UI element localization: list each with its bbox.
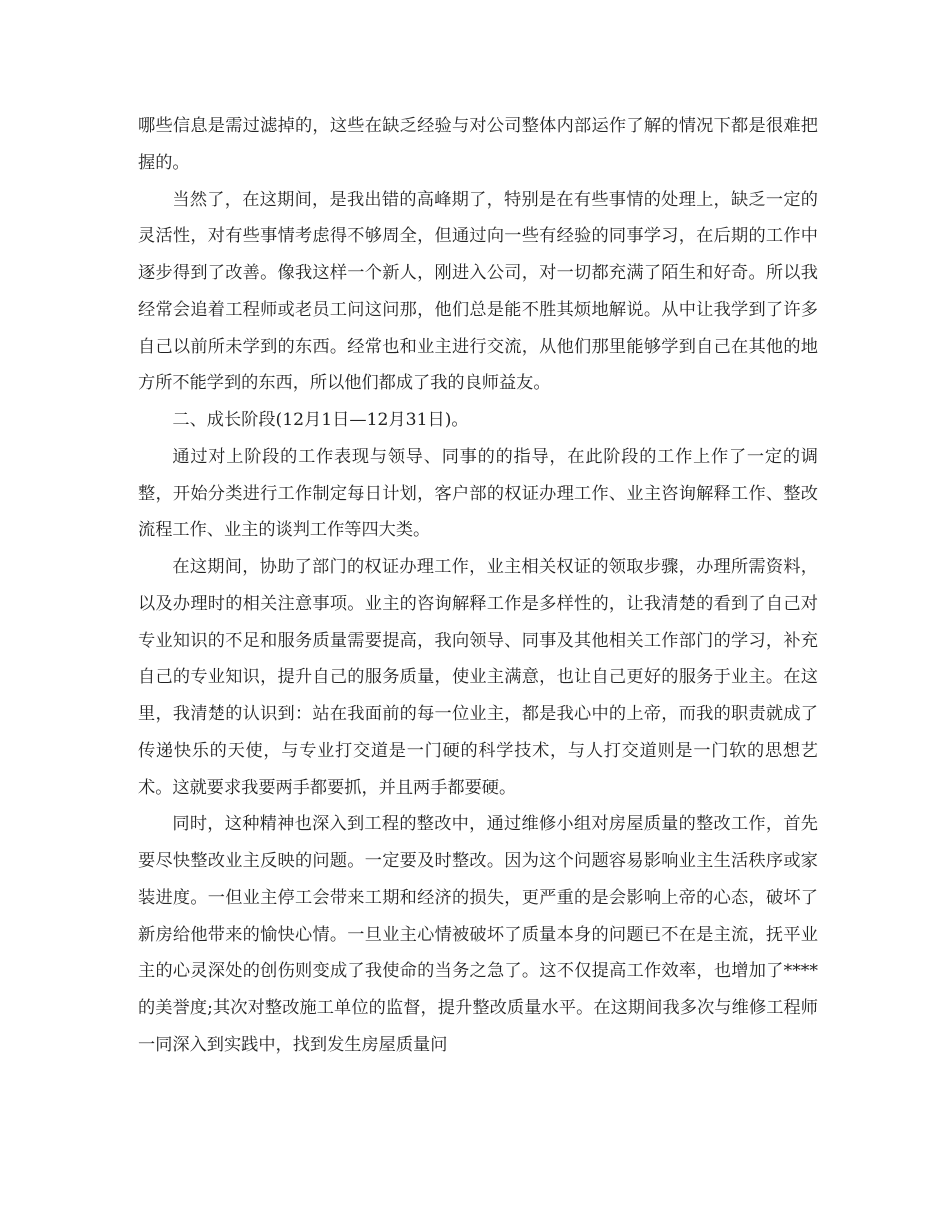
section-heading-growth-stage: 二、成长阶段(12月1日—12月31日)。 [172, 410, 469, 430]
paragraph-mistakes-period: 当然了，在这期间，是我出错的高峰期了，特别是在有些事情的处理上，缺乏一定的灵活性，对有些事情考虑得不够周全，但通过向一些有经验的同事学习，在后期的工作中逐步得到了改善。像我这样一个新人，刚进入公司，对一切都充满了陌生和好奇。所以我经常会追着工程师或老员工问这问那，他们总是能不胜其烦地解说。从中让我学到了许多自己以前所未学到的东西。经常也和业主进行交流，从他们那里能够学到自己在其他的地方所不能学到的东西，所以他们都成了我的良师益友。 [138, 189, 818, 394]
paragraph-continuation: 哪些信息是需过滤掉的，这些在缺乏经验与对公司整体内部运作了解的情况下都是很难把握的。 [138, 116, 818, 173]
paragraph-rectification-work: 同时，这种精神也深入到工程的整改中，通过维修小组对房屋质量的整改工作，首先要尽快整改业主反映的问题。一定要及时整改。因为这个问题容易影响业主生活秩序或家装进度。一但业主停工会带来工期和经济的损失，更严重的是会影响上帝的心态，破坏了新房给他带来的愉快心情。一旦业主心情被破坏了质量本身的问题已不在是主流，抚平业主的心灵深处的创伤则变成了我使命的当务之急了。这不仅提高工作效率，也增加了****的美誉度;其次对整改施工单位的监督，提升整改质量水平。在这期间我多次与维修工程师一同深入到实践中，找到发生房屋质量问 [138, 814, 818, 1055]
paragraph-certificate-work: 在这期间，协助了部门的权证办理工作，业主相关权证的领取步骤，办理所需资料，以及办理时的相关注意事项。业主的咨询解释工作是多样性的，让我清楚的看到了自己对专业知识的不足和服务质量需要提高，我向领导、同事及其他相关工作部门的学习，补充自己的专业知识，提升自己的服务质量，使业主满意，也让自己更好的服务于业主。在这里，我清楚的认识到：站在我面前的每一位业主，都是我心中的上帝，而我的职责就成了传递快乐的天使，与专业打交道是一门硬的科学技术，与人打交道则是一门软的思想艺术。这就要求我要两手都要抓，并且两手都要硬。 [138, 557, 818, 798]
paragraph-work-adjustment: 通过对上阶段的工作表现与领导、同事的的指导，在此阶段的工作上作了一定的调整，开始分类进行工作制定每日计划，客户部的权证办理工作、业主咨询解释工作、整改流程工作、业主的谈判工作等四大类。 [138, 446, 818, 541]
document-page [138, 108, 818, 1064]
